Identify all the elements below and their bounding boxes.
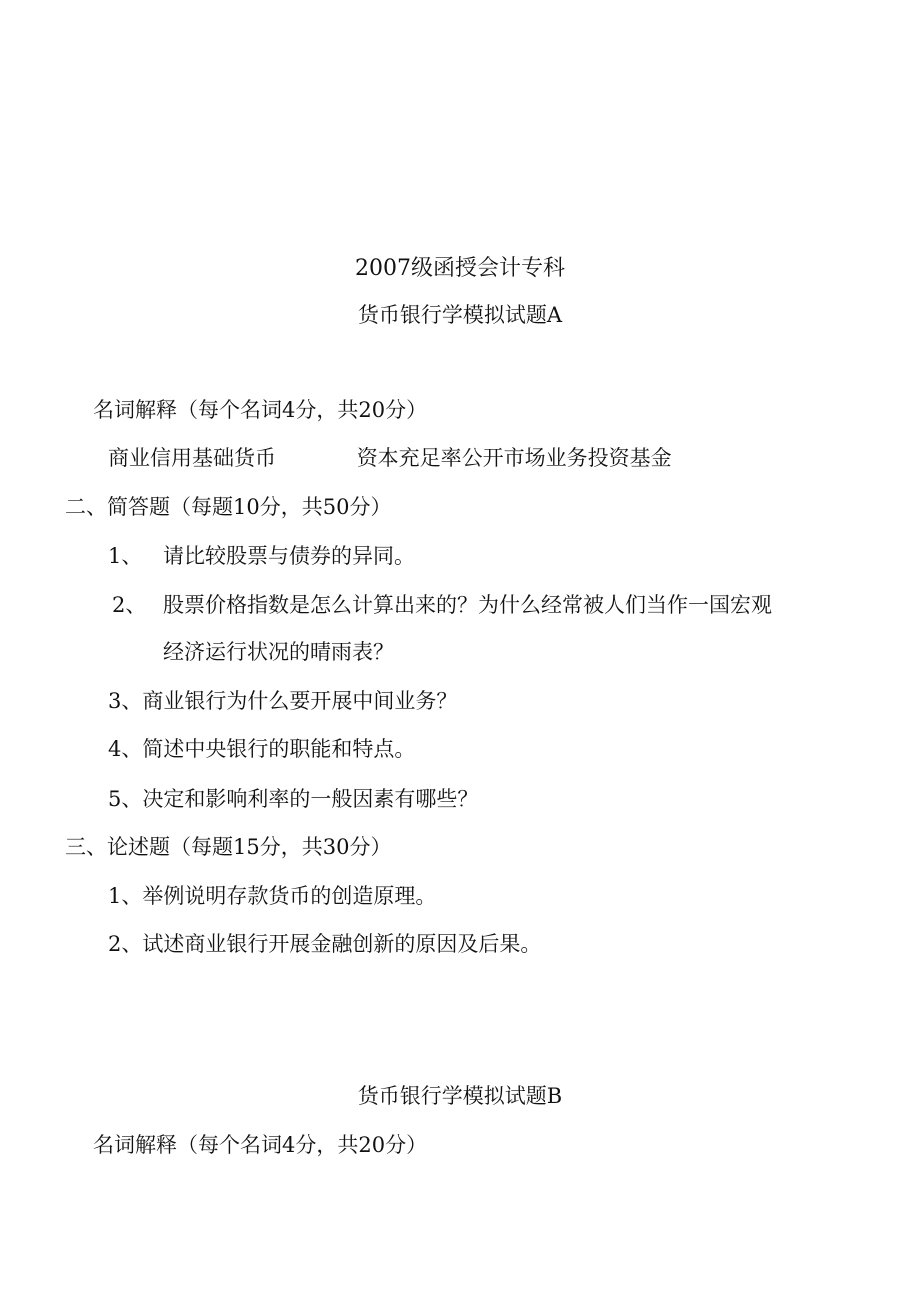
question-item: 1、举例说明存款货币的创造原理。 [108,884,437,908]
exam-a-title: 货币银行学模拟试题A [357,303,563,327]
document-title: 2007级函授会计专科 [355,256,565,281]
section3-heading: 三、论述题（每题15分，共30分） [65,835,392,859]
question-text: 请比较股票与债券的异同。 [163,544,415,568]
question-number: 2、 [112,593,147,617]
section-b-heading: 名词解释（每个名词4分，共20分） [93,1133,428,1157]
question-item: 2、试述商业银行开展金融创新的原因及后果。 [108,932,542,956]
question-text: 股票价格指数是怎么计算出来的？为什么经常被人们当作一国宏观 [163,593,772,617]
terms-group-1: 商业信用基础货币 [108,446,276,470]
question-text-continued: 经济运行状况的晴雨表？ [163,640,394,664]
section1-heading: 名词解释（每个名词4分，共20分） [93,398,428,422]
question-item: 4、简述中央银行的职能和特点。 [108,737,416,761]
question-number: 1、 [108,544,143,568]
exam-b-title: 货币银行学模拟试题B [357,1084,563,1108]
question-item: 3、商业银行为什么要开展中间业务？ [108,689,458,713]
question-item: 5、决定和影响利率的一般因素有哪些？ [108,787,479,811]
terms-group-2: 资本充足率公开市场业务投资基金 [356,446,672,470]
section1-terms [108,444,672,472]
section2-heading: 二、简答题（每题10分，共50分） [65,495,392,519]
